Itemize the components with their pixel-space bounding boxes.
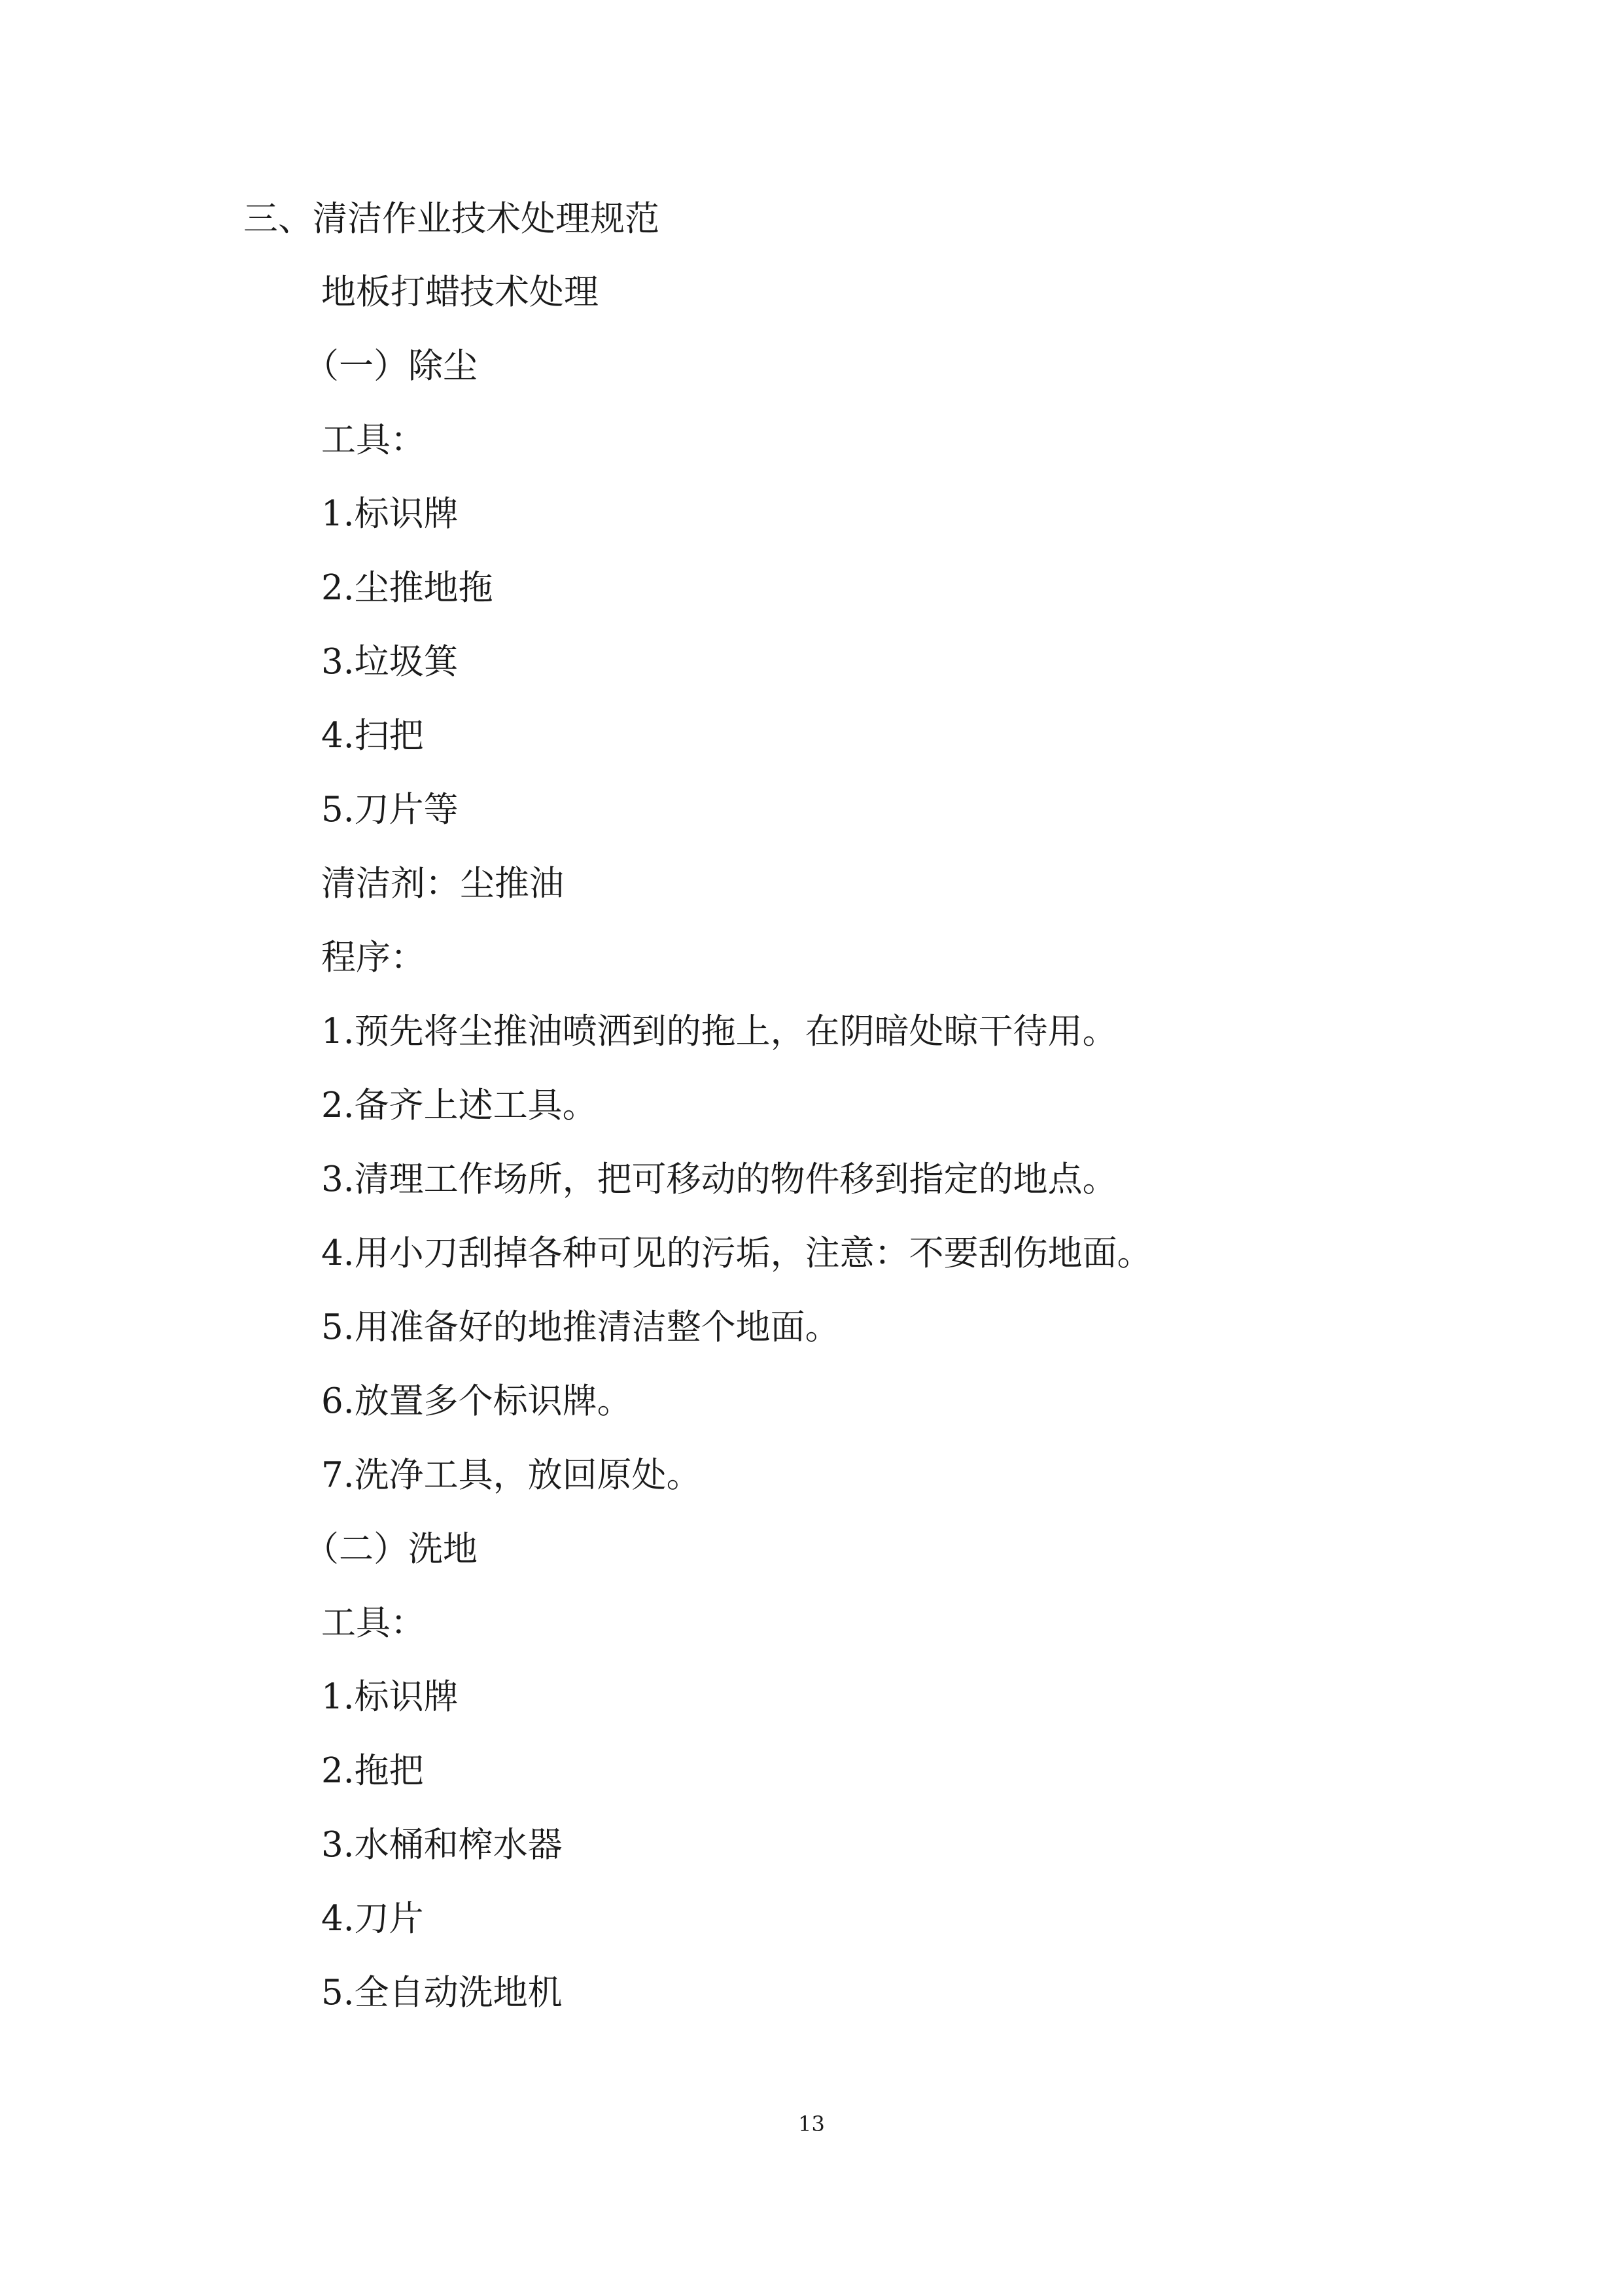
part2-tool-item: 5.全自动洗地机 bbox=[321, 1973, 563, 2013]
part1-cleaner: 清洁剂：尘推油 bbox=[321, 864, 564, 904]
part1-step: 1.预先将尘推油喷洒到的拖上，在阴暗处晾干待用。 bbox=[321, 1012, 1117, 1051]
part2-tool-item: 1.标识牌 bbox=[321, 1677, 459, 1717]
part1-step: 3.清理工作场所，把可移动的物件移到指定的地点。 bbox=[321, 1159, 1117, 1199]
part1-procedure-label: 程序： bbox=[321, 938, 425, 978]
part1-title: （一）除尘 bbox=[304, 346, 478, 386]
part1-tools-label: 工具： bbox=[321, 420, 425, 460]
part2-title: （二）洗地 bbox=[304, 1529, 478, 1569]
part1-step: 4.用小刀刮掉各种可见的污垢，注意：不要刮伤地面。 bbox=[321, 1233, 1152, 1273]
part1-tool-item: 1.标识牌 bbox=[321, 494, 459, 534]
part1-tool-item: 4.扫把 bbox=[321, 716, 424, 756]
part1-step: 7.洗净工具，放回原处。 bbox=[321, 1455, 701, 1495]
section-heading: 三、清洁作业技术处理规范 bbox=[243, 199, 659, 239]
part2-tools-label: 工具： bbox=[321, 1603, 425, 1643]
part1-step: 6.放置多个标识牌。 bbox=[321, 1381, 632, 1421]
part2-tool-item: 2.拖把 bbox=[321, 1751, 424, 1791]
part1-tool-item: 3.垃圾箕 bbox=[321, 642, 459, 682]
page-number: 13 bbox=[798, 2111, 825, 2136]
part1-tool-item: 2.尘推地拖 bbox=[321, 568, 493, 608]
part2-tool-item: 3.水桶和榨水器 bbox=[321, 1825, 563, 1865]
subsection-title: 地板打蜡技术处理 bbox=[321, 272, 599, 312]
part1-step: 5.用准备好的地推清洁整个地面。 bbox=[321, 1307, 840, 1347]
part2-tool-item: 4.刀片 bbox=[321, 1899, 424, 1939]
part1-tool-item: 5.刀片等 bbox=[321, 790, 459, 830]
part1-step: 2.备齐上述工具。 bbox=[321, 1086, 597, 1125]
